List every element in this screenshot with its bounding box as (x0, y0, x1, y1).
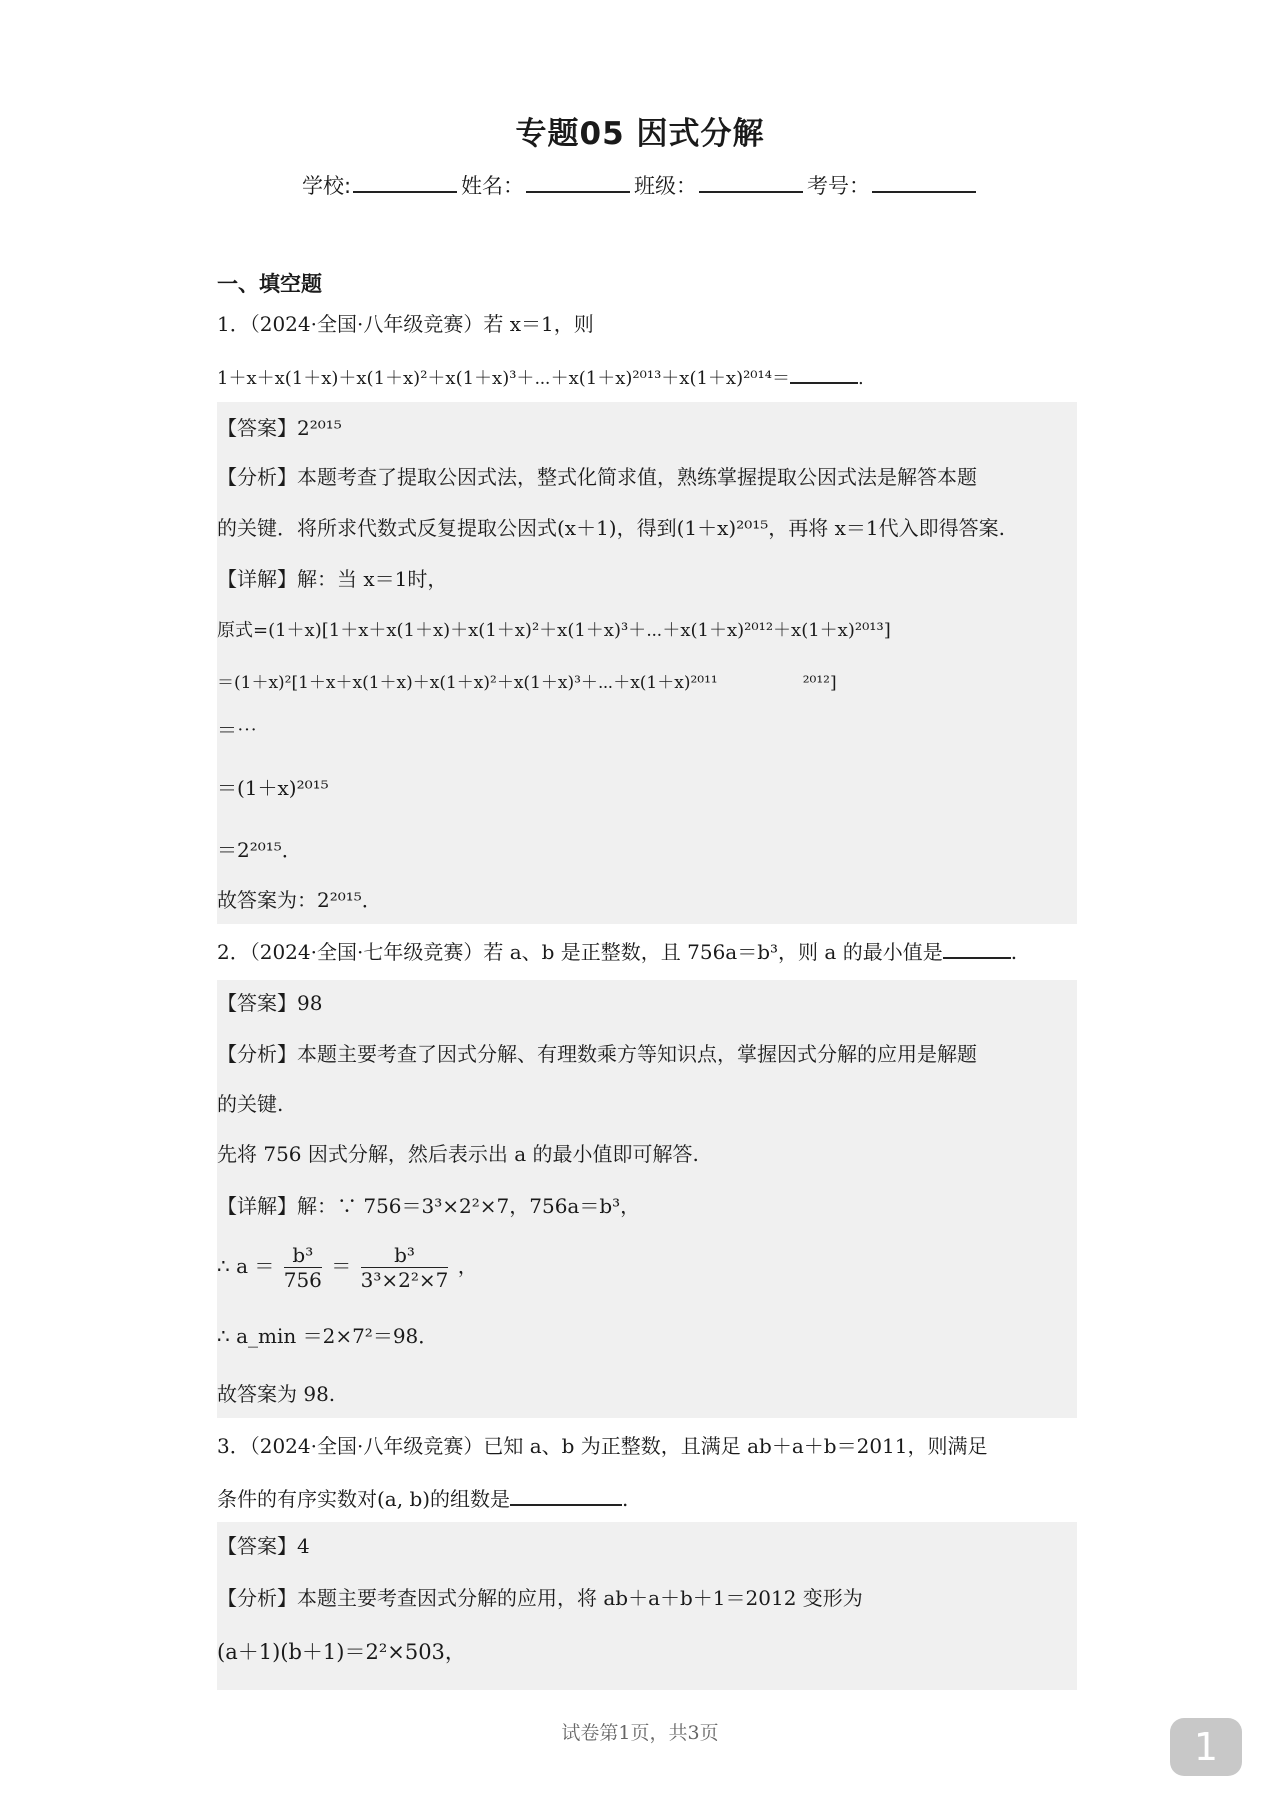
q1-detail-label: 【详解】 (217, 567, 297, 591)
q3-answer-value: 4 (297, 1534, 310, 1558)
exam-no-label: 考号： (807, 174, 871, 198)
q2-analysis-label: 【分析】 (217, 1042, 297, 1066)
name-blank[interactable] (526, 173, 630, 193)
class-blank[interactable] (699, 173, 803, 193)
q1-expression-end: . (857, 368, 864, 389)
q2-frac-lead: ∴ a ＝ (217, 1254, 275, 1278)
q2-analysis-text-1: 本题主要考查了因式分解、有理数乘方等知识点，掌握因式分解的应用是解题 (297, 1042, 977, 1066)
q2-frac-equals: ＝ (331, 1254, 352, 1278)
name-label: 姓名： (461, 174, 525, 198)
q1-step-3: ＝⋯ (217, 718, 257, 742)
q2-analysis-text-3: 先将 756 因式分解，然后表示出 a 的最小值即可解答. (217, 1142, 699, 1166)
q3-stem-1: 3．（2024·全国·八年级竞赛）已知 a、b 为正整数，且满足 ab＋a＋b＝2011，则满足 (217, 1434, 988, 1458)
q2-fraction-2-numerator: b³ (361, 1243, 449, 1268)
q1-answer-row (217, 414, 342, 442)
q2-fraction-2 (361, 1243, 449, 1292)
q1-step-5: ＝2²⁰¹⁵． (217, 838, 302, 862)
q2-fraction-1-numerator: b³ (284, 1243, 322, 1268)
q2-stem-end: . (1010, 940, 1018, 964)
q2-detail-row (217, 1192, 640, 1220)
page-footer: 试卷第1页，共3页 (561, 1722, 719, 1744)
q1-detail-text: 解：当 x＝1时， (297, 567, 448, 591)
q1-stem: 1．（2024·全国·八年级竞赛）若 x＝1，则 (217, 312, 594, 336)
q3-analysis-text-2: (a＋1)(b＋1)＝2²×503， (217, 1640, 466, 1664)
q2-analysis-row (217, 1040, 977, 1068)
q3-stem-2: 条件的有序实数对(a, b)的组数是 (217, 1487, 511, 1511)
q1-step-2: ＝(1＋x)²[1＋x＋x(1＋x)＋x(1＋x)²＋x(1＋x)³＋⋯＋x(1＋x)²⁰¹¹ ²⁰¹²] (217, 673, 837, 693)
q3-analysis-text-1: 本题主要考查因式分解的应用，将 ab＋a＋b＋1＝2012 变形为 (297, 1586, 863, 1610)
q1-detail-row (217, 565, 447, 593)
q2-fraction-row (217, 1240, 478, 1292)
school-label: 学校: (301, 174, 352, 198)
q1-analysis-label: 【分析】 (217, 465, 297, 489)
q1-analysis-text-2: 的关键．将所求代数式反复提取公因式(x＋1)，得到(1＋x)²⁰¹⁵，再将 x＝1代入即得答案. (217, 516, 1006, 540)
page-title: 专题05 因式分解 (515, 116, 765, 152)
q1-analysis-row (217, 463, 977, 491)
q2-answer-label: 【答案】 (217, 991, 297, 1015)
school-blank[interactable] (353, 173, 457, 193)
q2-fraction-1 (284, 1243, 322, 1292)
q3-analysis-row (217, 1584, 863, 1612)
q1-answer-label: 【答案】 (217, 416, 297, 440)
student-info-fields (0, 170, 1280, 200)
class-label: 班级： (634, 174, 698, 198)
q2-conclusion: 故答案为 98. (217, 1382, 336, 1406)
q2-answer-blank[interactable] (943, 937, 1011, 959)
q2-analysis-text-2: 的关键. (217, 1092, 284, 1116)
q2-fraction-2-denominator: 3³×2²×7 (360, 1268, 449, 1292)
q2-frac-tail: ， (457, 1254, 478, 1278)
q1-conclusion: 故答案为：2²⁰¹⁵． (217, 888, 382, 912)
q2-amin: ∴ a_min ＝2×7²＝98． (217, 1324, 439, 1348)
q2-fraction-1-denominator: 756 (283, 1268, 322, 1292)
section-heading: 一、填空题 (217, 272, 322, 296)
q2-stem: 2．（2024·全国·七年级竞赛）若 a、b 是正整数，且 756a＝b³，则 a 的最小值是 (217, 940, 943, 964)
q2-answer-row (217, 989, 322, 1017)
q3-stem-end: . (622, 1487, 629, 1511)
q1-answer-value: 2²⁰¹⁵ (297, 416, 342, 440)
q1-analysis-text-1: 本题考查了提取公因式法，整式化简求值，熟练掌握提取公因式法是解答本题 (297, 465, 977, 489)
q3-answer-label: 【答案】 (217, 1534, 297, 1558)
page-number-badge[interactable]: 1 (1170, 1718, 1242, 1776)
q1-answer-blank[interactable] (790, 362, 858, 384)
q2-stem-row (217, 937, 1017, 966)
q3-answer-blank[interactable] (510, 1484, 622, 1506)
q2-detail-label: 【详解】 (217, 1194, 297, 1218)
q3-analysis-label: 【分析】 (217, 1586, 297, 1610)
q1-expression-text: 1＋x＋x(1＋x)＋x(1＋x)²＋x(1＋x)³＋⋯＋x(1＋x)²⁰¹³＋x(1＋x)²⁰¹⁴＝ (217, 368, 790, 389)
q3-answer-row (217, 1532, 310, 1560)
q2-answer-value: 98 (297, 991, 323, 1015)
q3-stem-row-2 (217, 1484, 628, 1513)
q1-step-4: ＝(1＋x)²⁰¹⁵ (217, 776, 329, 800)
q2-detail-text: 解：∵ 756＝3³×2²×7，756a＝b³， (297, 1194, 641, 1218)
exam-no-blank[interactable] (872, 173, 976, 193)
q1-step-1: 原式=(1＋x)[1＋x＋x(1＋x)＋x(1＋x)²＋x(1＋x)³＋⋯＋x(1＋x)²⁰¹²＋x(1＋x)²⁰¹³] (217, 620, 891, 641)
q1-expression (217, 362, 864, 393)
